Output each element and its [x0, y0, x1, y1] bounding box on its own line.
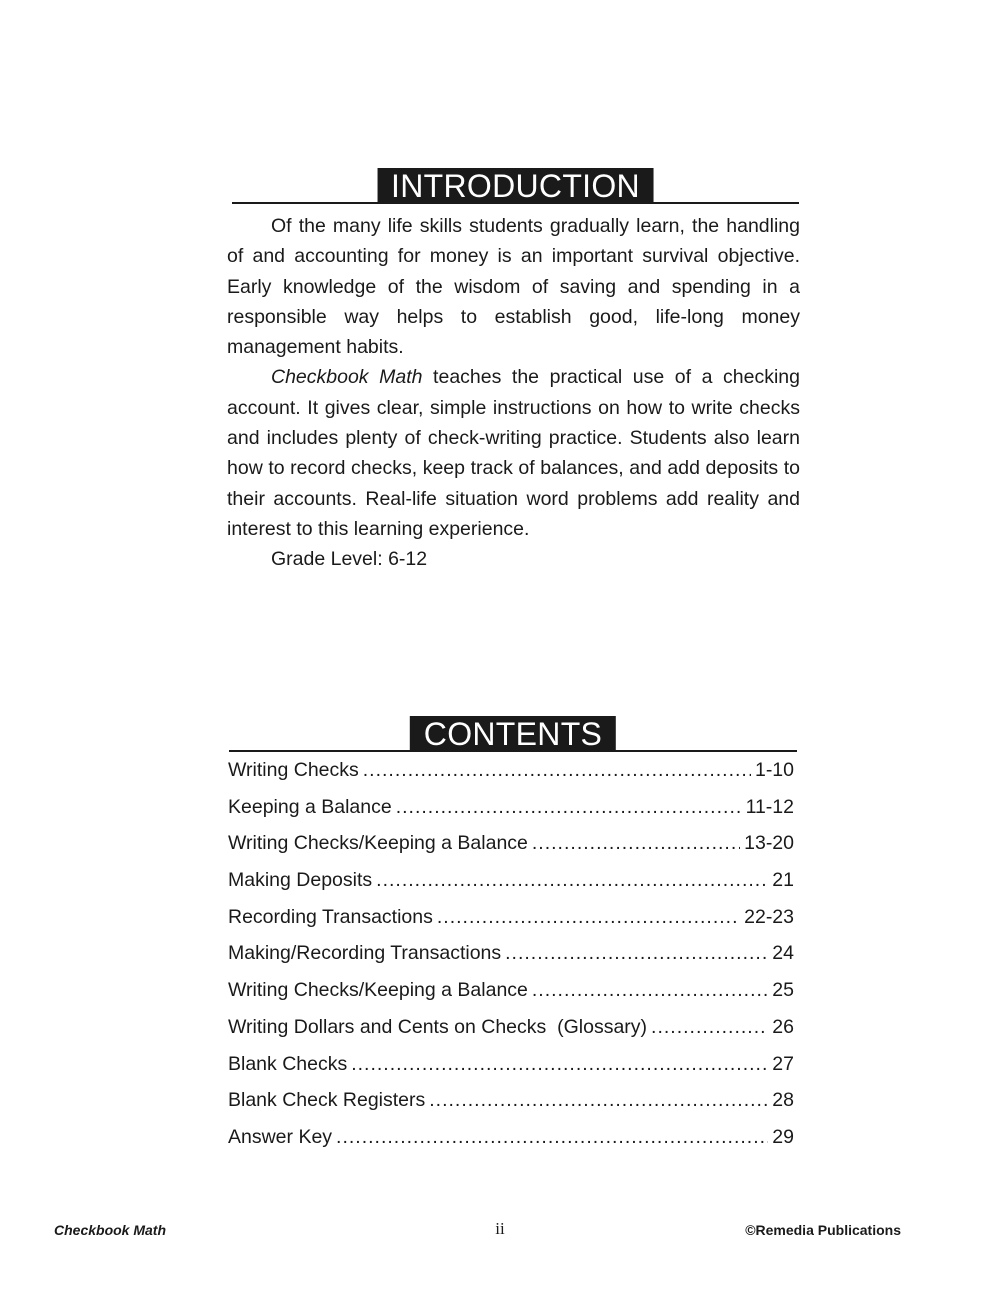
toc-entry [228, 1012, 794, 1049]
toc-entry-label: Making/Recording Transactions [228, 942, 502, 965]
intro-paragraph-2-text: teaches the practical use of a checking account. It gives clear, simple instructions on how to write checks and includes plenty of check-writing practice. Students also learn how to record checks, keep track of balances, and add deposits to their accounts. Real-life situation word problems add reality and interest to this learning experience. [227, 366, 801, 540]
toc-entry-pages: 25 [772, 979, 794, 1002]
toc-entry [228, 1049, 794, 1086]
toc-entry [228, 792, 794, 829]
toc-leader-dots [429, 1085, 768, 1115]
toc-leader-dots [532, 828, 740, 858]
contents-title: CONTENTS [410, 716, 616, 752]
toc-entry-pages: 22-23 [744, 905, 794, 928]
toc-leader-dots [396, 792, 742, 822]
footer-copyright: ©Remedia Publications [745, 1222, 901, 1238]
toc-leader-dots [651, 1012, 768, 1042]
toc-entry-pages: 24 [772, 942, 794, 965]
toc-entry [228, 1085, 794, 1122]
grade-level: Grade Level: 6-12 [271, 548, 428, 571]
toc-entry [228, 1122, 794, 1159]
introduction-body [227, 211, 800, 575]
toc-entry-pages: 11-12 [745, 795, 794, 818]
toc-entry-pages: 26 [772, 1015, 794, 1038]
toc-leader-dots [363, 755, 751, 785]
toc-entry-label: Keeping a Balance [228, 795, 392, 818]
toc-entry-pages: 1-10 [754, 759, 794, 781]
footer-page-number: ii [495, 1219, 505, 1238]
toc-entry-label: Recording Transactions [228, 905, 433, 928]
toc-entry [228, 865, 794, 902]
contents-heading [229, 716, 797, 752]
toc-entry-pages: 21 [772, 869, 794, 892]
toc-entry-pages: 28 [772, 1089, 794, 1112]
footer-book-title: Checkbook Math [54, 1222, 167, 1238]
toc-entry-label: Blank Checks [228, 1052, 348, 1075]
toc-entry-label: Making Deposits [228, 869, 373, 892]
toc-entry [228, 975, 794, 1012]
intro-paragraph-2 [227, 362, 800, 544]
toc-leader-dots [336, 1122, 768, 1152]
toc-leader-dots [505, 938, 768, 968]
toc-leader-dots [376, 865, 768, 895]
toc-entry [228, 902, 794, 939]
intro-paragraph-1: Of the many life skills students gradually learn, the handling of and accounting for money is an important survival objective. Early knowledge of the wisdom of saving and spending in a responsible way helps to establish good, life-long money management habits. [227, 215, 800, 359]
toc-leader-dots [437, 902, 740, 932]
toc-entry [228, 938, 794, 975]
toc-entry [228, 755, 794, 792]
toc-entry-label: Writing Checks/Keeping a Balance [228, 832, 528, 855]
toc-entry-pages: 13-20 [744, 832, 794, 855]
toc-leader-dots [351, 1049, 768, 1079]
toc-entry-label: Answer Key [228, 1125, 333, 1148]
book-title-italic: Checkbook Math [271, 366, 423, 389]
toc-entry-label: Writing Checks [228, 759, 359, 781]
toc-entry-pages: 29 [772, 1125, 794, 1148]
toc-leader-dots [532, 975, 768, 1005]
toc-entry-label: Blank Check Registers [228, 1089, 426, 1112]
toc-entry-pages: 27 [772, 1052, 794, 1075]
table-of-contents [228, 755, 794, 1159]
introduction-title: INTRODUCTION [377, 168, 654, 204]
introduction-heading [232, 168, 799, 204]
toc-entry-label: Writing Dollars and Cents on Checks (Glossary) [228, 1015, 648, 1038]
toc-entry [228, 828, 794, 865]
toc-entry-label: Writing Checks/Keeping a Balance [228, 979, 528, 1002]
